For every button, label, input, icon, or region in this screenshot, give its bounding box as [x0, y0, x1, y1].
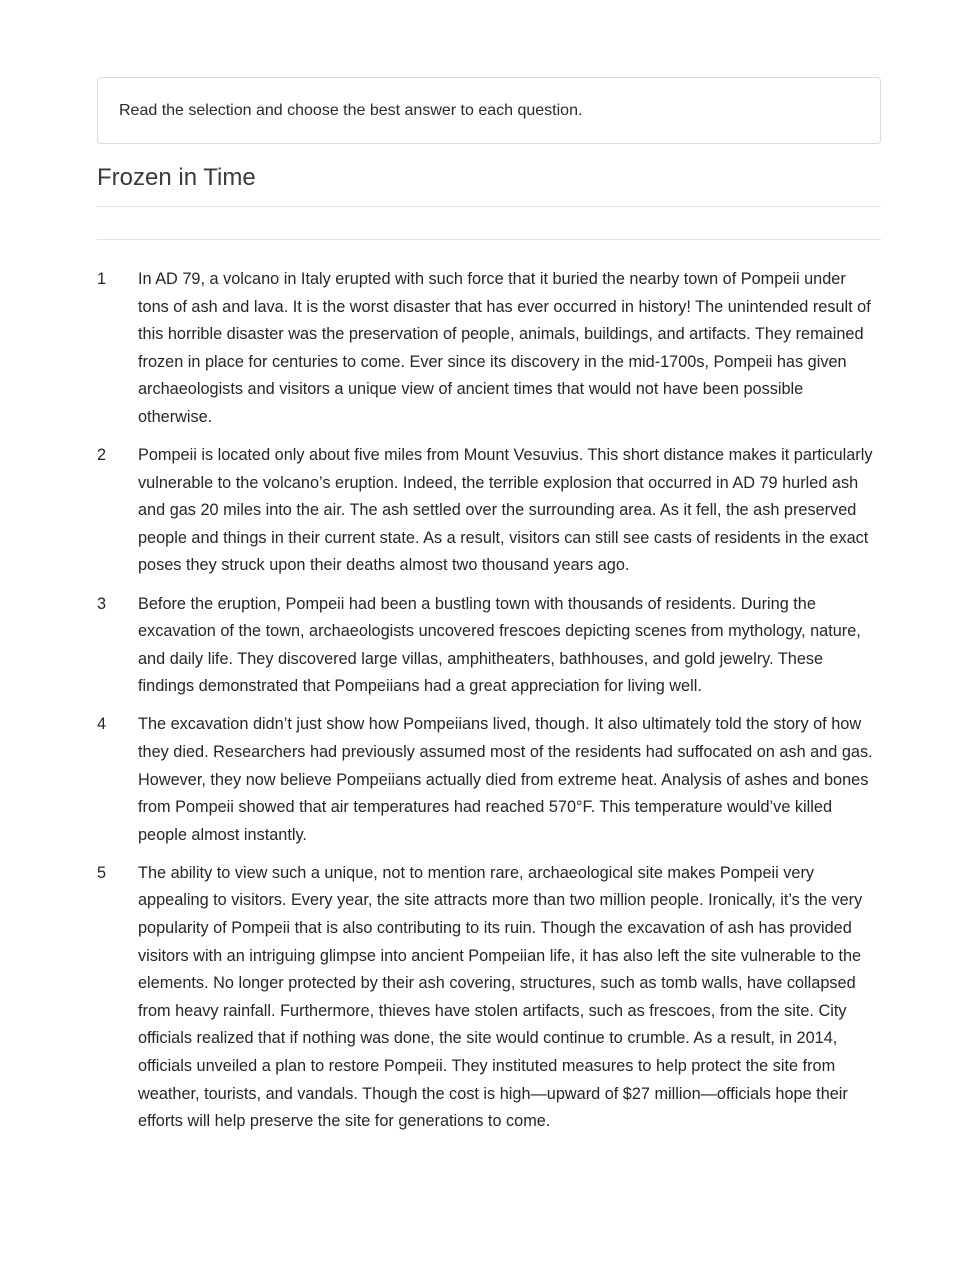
paragraph-number: 1 [97, 270, 107, 288]
paragraph [97, 266, 881, 432]
divider [97, 239, 881, 240]
passage-body [97, 266, 881, 1136]
paragraph [97, 591, 881, 701]
instructions-text: Read the selection and choose the best answer to each question. [119, 102, 583, 119]
paragraph [97, 860, 881, 1136]
document-page [97, 77, 881, 1146]
paragraph-number: 4 [97, 715, 107, 734]
paragraph-text: The excavation didn’t just show how Pompeiians lived, though. It also ultimately told the story of how they died. Researchers had previously assumed most of the residents had suffocated on ash and gas. However, they now believe Pompeiians actually died from extreme heat. Analysis of ashes and bones from Pompeii showed that air temperatures had reached 570°F. This temperature would’ve killed people almost instantly. [138, 715, 873, 844]
paragraph-number: 5 [97, 863, 107, 882]
paragraph-text: Before the eruption, Pompeii had been a bustling town with thousands of residents. During the excavation of the town, archaeologists uncovered frescoes depicting scenes from mythology, nature, and daily life. They discovered large villas, amphitheaters, bathhouses, and gold jewelry. These findings demonstrated that Pompeiians had a great appreciation for living well. [138, 594, 861, 696]
paragraph-text: The ability to view such a unique, not to mention rare, archaeological site makes Pompeii very appealing to visitors. Every year, the site attracts more than two million people. Ironically, it’s the very popularity of Pompeii that is also contributing to its ruin. Though the excavation of ash has provided visitors with an intriguing glimpse into ancient Pompeiian life, it has also left the site vulnerable to the elements. No longer protected by their ash covering, structures, such as tomb walls, have collapsed from heavy rainfall. Furthermore, thieves have stolen artifacts, such as frescoes, from the site. City officials realized that if nothing was done, the site would continue to crumble. As a result, in 2014, officials unveiled a plan to restore Pompeii. They instituted measures to help protect the site from weather, tourists, and vandals. Though the cost is high—upward of $27 million—officials hope their efforts will help preserve the site for generations to come. [138, 863, 863, 1131]
paragraph [97, 442, 881, 580]
paragraph-text: In AD 79, a volcano in Italy erupted with such force that it buried the nearby town of Pompeii under tons of ash and lava. It is the worst disaster that has ever occurred in history! The unintended result of this horrible disaster was the preservation of people, animals, buildings, and artifacts. They remained frozen in place for centuries to come. Ever since its discovery in the mid-1700s, Pompeii has given archaeologists and visitors a unique view of ancient times that would not have been possible otherwise. [138, 270, 871, 426]
paragraph-number: 3 [97, 594, 107, 613]
paragraph-number: 2 [97, 446, 107, 465]
paragraph-text: Pompeii is located only about five miles from Mount Vesuvius. This short distance makes it particularly vulnerable to the volcano’s eruption. Indeed, the terrible explosion that occurred in AD 79 hurled ash and gas 20 miles into the air. The ash settled over the surrounding area. As it fell, the ash preserved people and things in their current state. As a result, visitors can still see casts of residents in the exact poses they struck upon their deaths almost two thousand years ago. [138, 446, 873, 575]
passage-title: Frozen in Time [97, 162, 881, 207]
paragraph [97, 711, 881, 849]
instructions-box [97, 77, 881, 144]
